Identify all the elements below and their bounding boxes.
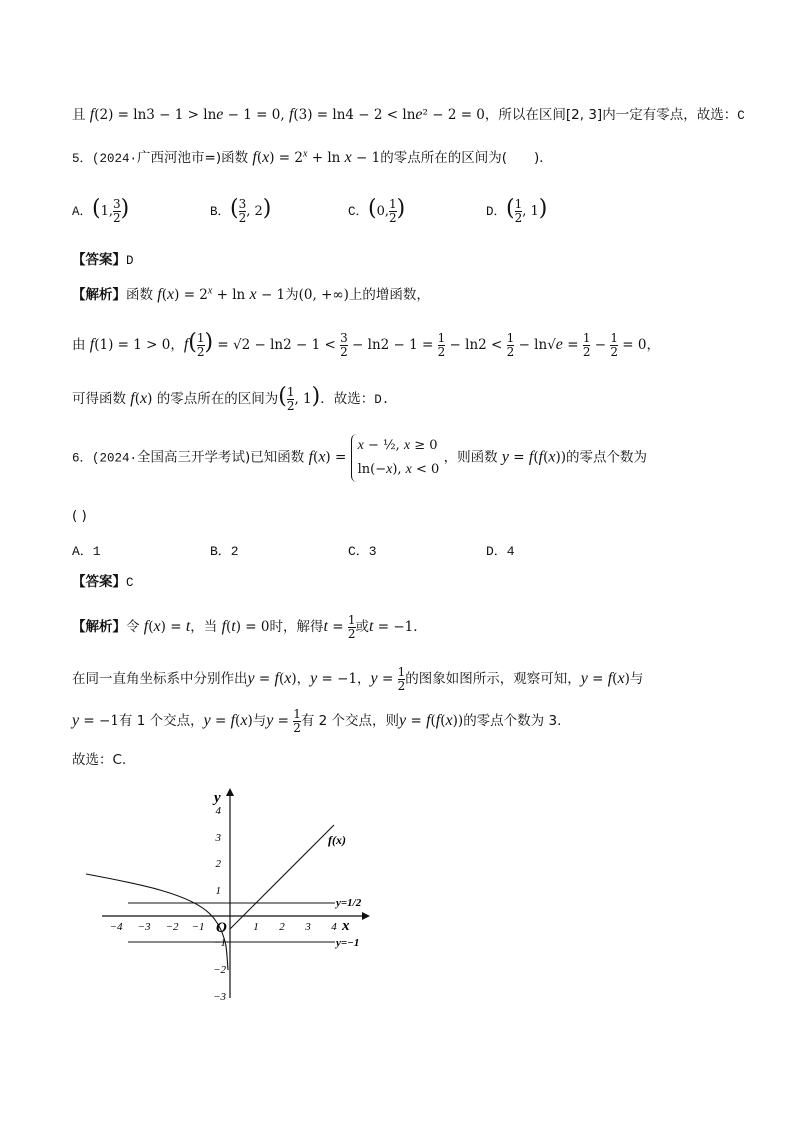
q6-analysis-4: 故选：C. (72, 752, 127, 768)
y-tick-neg3: −3 (213, 991, 226, 1003)
y-tick-4: 4 (215, 805, 221, 817)
function-graph (80, 786, 380, 1006)
q6-paren: ( ) (72, 508, 87, 524)
x-axis-label: x (342, 918, 350, 934)
x-tick-3: 3 (305, 921, 311, 933)
x-tick-4: 4 (331, 921, 337, 933)
x-axis-arrow (362, 912, 370, 920)
q5-analysis-1: 【解析】函数 $f(x) = 2^x + \ln x - 1$为(0, +∞)上的增函数， (72, 285, 430, 303)
y-tick-neg1: −1 (213, 937, 226, 949)
x-tick-neg4: −4 (109, 921, 123, 933)
y-tick-2: 2 (215, 858, 221, 870)
f-left-branch (86, 874, 228, 970)
q5-answer: 【答案】D (72, 252, 134, 268)
q5-option-b: B．( $\frac{3}{2}$ , 2) (210, 196, 272, 225)
q5-analysis-3: 可得函数 f(x) 的零点所在的区间为( $\frac{1}{2}$ , 1)．故选：D. (72, 384, 390, 413)
q5-option-d: D．( $\frac{1}{2}$ , 1) (486, 196, 548, 225)
line-half-label: y=1/2 (336, 897, 362, 909)
y-axis-label: y (214, 790, 221, 806)
y-tick-neg2: −2 (213, 964, 226, 976)
q6-stem: 6．(2024·全国高三开学考试)已知函数 f(x) = x − ½, x ≥ 0 ln(−x), x < 0 ，则函数 y = f(f(x))的零点个数为 (72, 434, 647, 482)
q6-option-c: C．3 (348, 544, 377, 559)
q6-analysis-2: 在同一直角坐标系中分别作出y = f(x)，y = −1，y = $\frac{1}{2}$ 的图象如图所示，观察可知，y = f(x)与 (72, 665, 644, 693)
x-tick-2: 2 (279, 921, 285, 933)
q6-analysis-3: y = −1有 1 个交点，y = f(x)与y = $\frac{1}{2}$ 有 2 个交点，则y = f(f(x))的零点个数为 3. (72, 707, 562, 735)
y-axis-arrow (226, 788, 234, 796)
y-tick-3: 3 (215, 832, 221, 844)
line-neg1-label: y=−1 (336, 937, 360, 949)
curve-label: f(x) (328, 833, 346, 847)
q5-option-a: A．(1, $\frac{3}{2}$ ) (72, 196, 130, 225)
q6-analysis-1: 【解析】令 f(x) = t，当 f(t) = 0时，解得t = $\frac{1}{2}$ 或t = −1. (72, 613, 418, 641)
q6-answer: 【答案】C (72, 574, 134, 590)
continuation-line: 且 f(2) = ln3 − 1 > lne − 1 = 0, f(3) = ln4 − 2 < lne² − 2 = 0，所以在区间[2, 3]内一定有零点，故选：C (72, 106, 745, 123)
y-tick-1: 1 (215, 885, 221, 897)
f-right-branch (230, 825, 334, 929)
q5-analysis-2: 由 f(1) = 1 > 0，f( $\frac{1}{2}$ ) = √2 − ln2 − 1 < $\frac{3}{2}$ − ln2 − 1 = $\frac{1}{2}$ − ln2 < $\frac{1}{2}$ − ln√e = $\frac{1}{2}$ − $\frac{1}{2}$ = 0， (72, 330, 660, 359)
x-tick-neg1: −1 (191, 921, 205, 933)
x-tick-neg3: −3 (137, 921, 151, 933)
q6-option-d: D．4 (486, 544, 515, 559)
x-tick-1: 1 (253, 921, 259, 933)
q5-option-c: C．(0, $\frac{1}{2}$ ) (348, 196, 406, 225)
origin-label: O (216, 920, 227, 936)
q6-option-b: B．2 (210, 544, 239, 559)
q6-option-a: A．1 (72, 544, 101, 559)
x-tick-neg2: −2 (165, 921, 179, 933)
q5-stem: 5．(2024·广西河池市=)函数 $f(x) = 2^x + \ln x - 1$的零点所在的区间为( )． (72, 148, 553, 166)
